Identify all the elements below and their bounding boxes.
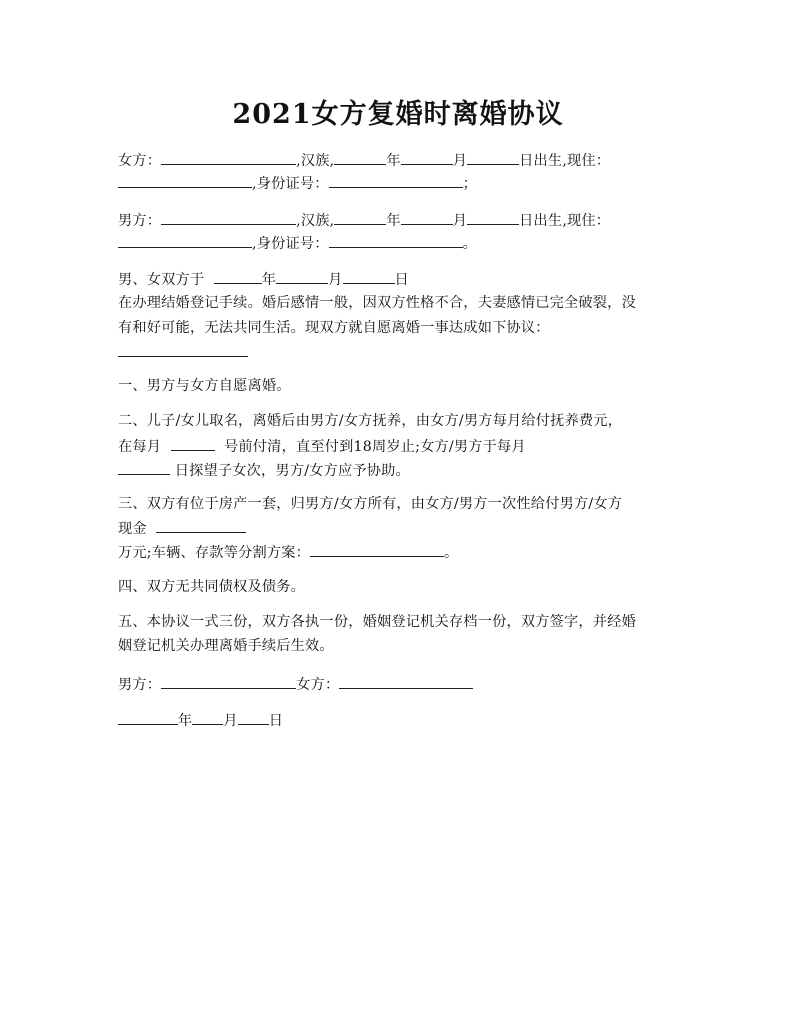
birth-year-blank[interactable] <box>334 150 386 165</box>
male-party-line-1 <box>118 210 610 231</box>
preamble-line-1 <box>118 269 409 290</box>
month-label: 月 <box>452 153 468 169</box>
cash-label: 现金 <box>118 521 147 537</box>
male-address-blank[interactable] <box>118 233 252 248</box>
female-party-line-1 <box>118 150 610 171</box>
line-end-punct: 。 <box>462 236 478 252</box>
asset-division-blank[interactable] <box>310 542 444 557</box>
female-signature-label: 女方： <box>296 677 340 693</box>
clause-2-payment-text: 号前付清，直至付到18周岁止;女方/男方于每月 <box>224 439 526 455</box>
clause-1: 一、男方与女方自愿离婚。 <box>118 378 291 394</box>
clause-3-line-3 <box>118 542 458 563</box>
male-party-line-2 <box>118 233 477 254</box>
male-signature-blank[interactable] <box>161 674 296 689</box>
birth-day-blank[interactable] <box>467 210 519 225</box>
marriage-month-blank[interactable] <box>276 269 328 284</box>
clause-5-line-2: 姻登记机关办理离婚手续后生效。 <box>118 638 334 654</box>
ethnicity-text: ,汉族, <box>296 213 335 229</box>
year-label: 年 <box>386 153 401 169</box>
male-label: 男方： <box>118 213 162 229</box>
birth-day-blank[interactable] <box>467 150 519 165</box>
clause-2-visit-text: 日探望子女次，男方/女方应予协助。 <box>174 463 410 479</box>
day-label: 日 <box>268 713 284 729</box>
sign-day-blank[interactable] <box>238 710 269 725</box>
marriage-day-blank[interactable] <box>343 269 395 284</box>
day-label: 日 <box>394 272 409 288</box>
year-label: 年 <box>386 213 401 229</box>
female-label: 女方： <box>118 153 162 169</box>
preamble-line-3: 有和好可能，无法共同生活。现双方就自愿离婚一事达成如下协议： <box>118 320 550 336</box>
month-label: 月 <box>452 213 468 229</box>
preamble-blank-line <box>118 342 248 363</box>
id-number-label: ,身份证号： <box>252 176 329 192</box>
month-label: 月 <box>223 713 238 729</box>
date-line <box>118 710 283 731</box>
birth-year-blank[interactable] <box>334 210 386 225</box>
birth-address-label: 日出生,现住： <box>519 213 611 229</box>
male-signature-label: 男方： <box>118 677 162 693</box>
female-id-blank[interactable] <box>329 173 463 188</box>
line-end-punct: ； <box>462 176 478 192</box>
sign-year-blank[interactable] <box>118 710 178 725</box>
page-title: 2021女方复婚时离婚协议 <box>232 99 564 130</box>
ethnicity-text: ,汉族, <box>296 153 335 169</box>
male-id-blank[interactable] <box>329 233 463 248</box>
year-label: 年 <box>178 713 193 729</box>
payment-day-blank[interactable] <box>171 436 215 451</box>
asset-division-label: 万元;车辆、存款等分割方案： <box>118 545 311 561</box>
female-party-line-2 <box>118 173 477 194</box>
signature-line <box>118 674 473 695</box>
clause-3-line-2 <box>118 518 246 539</box>
clause-2-line-2 <box>118 436 526 457</box>
birth-month-blank[interactable] <box>401 210 453 225</box>
extra-blank[interactable] <box>118 342 248 357</box>
clause-5-line-1: 五、本协议一式三份，双方各执一份，婚姻登记机关存档一份，双方签字，并经婚 <box>118 614 636 630</box>
sign-month-blank[interactable] <box>192 710 223 725</box>
clause-2-line-1: 二、儿子/女儿取名，离婚后由男方/女方抚养，由女方/男方每月给付抚养费元， <box>118 413 623 429</box>
clause-4: 四、双方无共同债权及债务。 <box>118 579 306 595</box>
female-signature-blank[interactable] <box>339 674 473 689</box>
month-label: 月 <box>328 272 343 288</box>
cash-amount-blank[interactable] <box>156 518 246 533</box>
clause-2-line-3 <box>118 460 410 481</box>
clause-3-line-1: 三、双方有位于房产一套，归男方/女方所有，由女方/男方一次性给付男方/女方 <box>118 496 623 512</box>
clause-2-monthly-label: 在每月 <box>118 439 162 455</box>
birth-address-label: 日出生,现住： <box>519 153 611 169</box>
line-end-punct: 。 <box>444 545 459 561</box>
id-number-label: ,身份证号： <box>252 236 329 252</box>
preamble-line-2: 在办理结婚登记手续。婚后感情一般，因双方性格不合，夫妻感情已完全破裂，没 <box>118 295 636 311</box>
male-name-blank[interactable] <box>161 210 296 225</box>
preamble-start: 男、女双方于 <box>118 272 205 288</box>
birth-month-blank[interactable] <box>401 150 453 165</box>
female-address-blank[interactable] <box>118 173 252 188</box>
marriage-year-blank[interactable] <box>214 269 262 284</box>
visit-day-blank[interactable] <box>118 460 170 475</box>
female-name-blank[interactable] <box>161 150 296 165</box>
year-label: 年 <box>261 272 277 288</box>
